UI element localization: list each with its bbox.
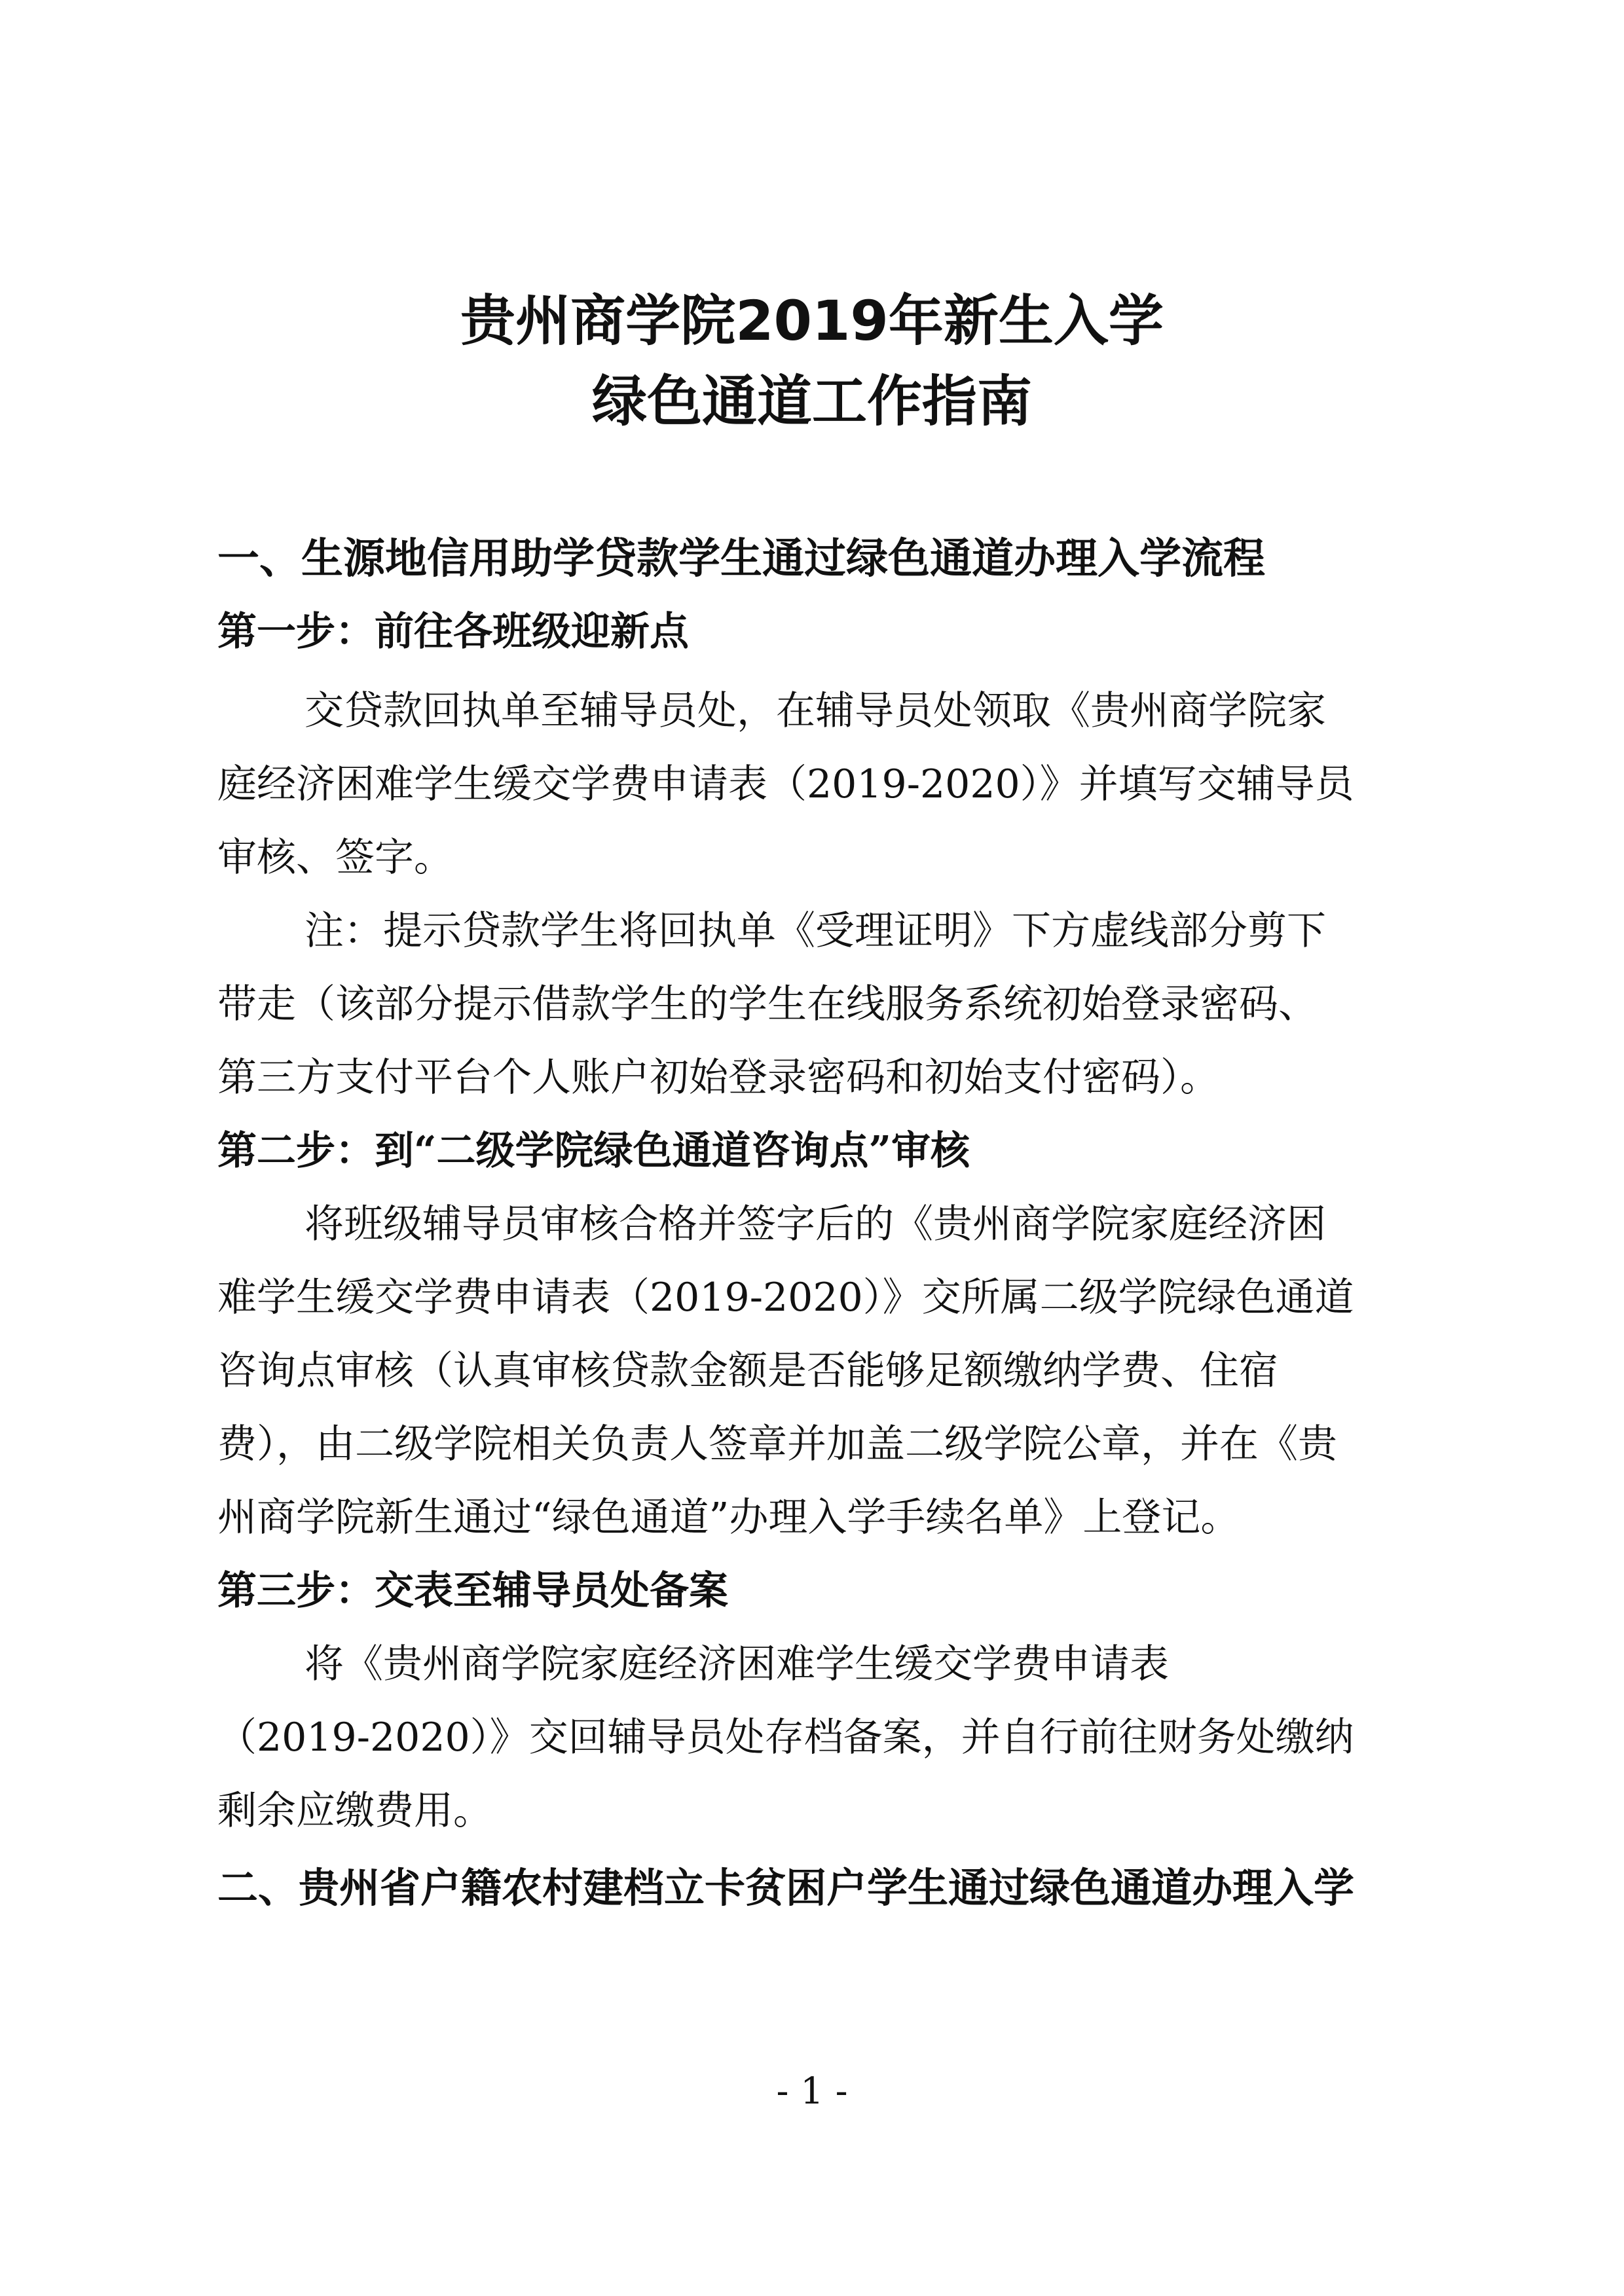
step-1-note-line: 带走（该部分提示借款学生的学生在线服务系统初始登录密码、 <box>217 981 1318 1027</box>
step-1-note-line: 第三方支付平台个人账户初始登录密码和初始支付密码）。 <box>217 1055 1219 1101</box>
step-2-paragraph-line: 州商学院新生通过“绿色通道”办理入学手续名单》上登记。 <box>217 1495 1240 1540</box>
step-1-label: 第一步：前往各班级迎新点 <box>217 609 689 655</box>
step-2-paragraph-line: 咨询点审核（认真审核贷款金额是否能够足额缴纳学费、住宿 <box>217 1348 1278 1394</box>
step-1-note-line: 注：提示贷款学生将回执单《受理证明》下方虚线部分剪下 <box>304 908 1326 954</box>
step-1-paragraph-line: 交贷款回执单至辅导员处，在辅导员处领取《贵州商学院家 <box>304 688 1326 734</box>
step-2-paragraph-line: 费），由二级学院相关负责人签章并加盖二级学院公章，并在《贵 <box>217 1421 1337 1467</box>
page-number: - 1 - <box>776 2070 848 2113</box>
step-1-paragraph-line: 审核、签字。 <box>217 835 453 881</box>
document-title-line-1: 贵州商学院2019年新生入学 <box>460 289 1164 353</box>
step-3-paragraph-line: （2019-2020）》交回辅导员处存档备案，并自行前往财务处缴纳 <box>217 1715 1354 1760</box>
step-2-paragraph-line: 难学生缓交学费申请表（2019-2020）》交所属二级学院绿色通道 <box>217 1275 1354 1321</box>
step-1-paragraph-line: 庭经济困难学生缓交学费申请表（2019-2020）》并填写交辅导员 <box>217 761 1354 807</box>
step-3-paragraph-line: 剩余应缴费用。 <box>217 1788 492 1834</box>
step-2-label: 第二步：到“二级学院绿色通道咨询点”审核 <box>217 1128 970 1174</box>
section-1-heading: 一、生源地信用助学贷款学生通过绿色通道办理入学流程 <box>217 535 1265 583</box>
step-2-paragraph-line: 将班级辅导员审核合格并签字后的《贵州商学院家庭经济困 <box>304 1201 1326 1247</box>
document-title-line-2: 绿色通道工作指南 <box>591 369 1032 433</box>
step-3-label: 第三步：交表至辅导员处备案 <box>217 1568 728 1614</box>
step-3-paragraph-line: 将《贵州商学院家庭经济困难学生缓交学费申请表 <box>304 1641 1169 1687</box>
section-2-heading: 二、贵州省户籍农村建档立卡贫困户学生通过绿色通道办理入学 <box>217 1864 1355 1912</box>
